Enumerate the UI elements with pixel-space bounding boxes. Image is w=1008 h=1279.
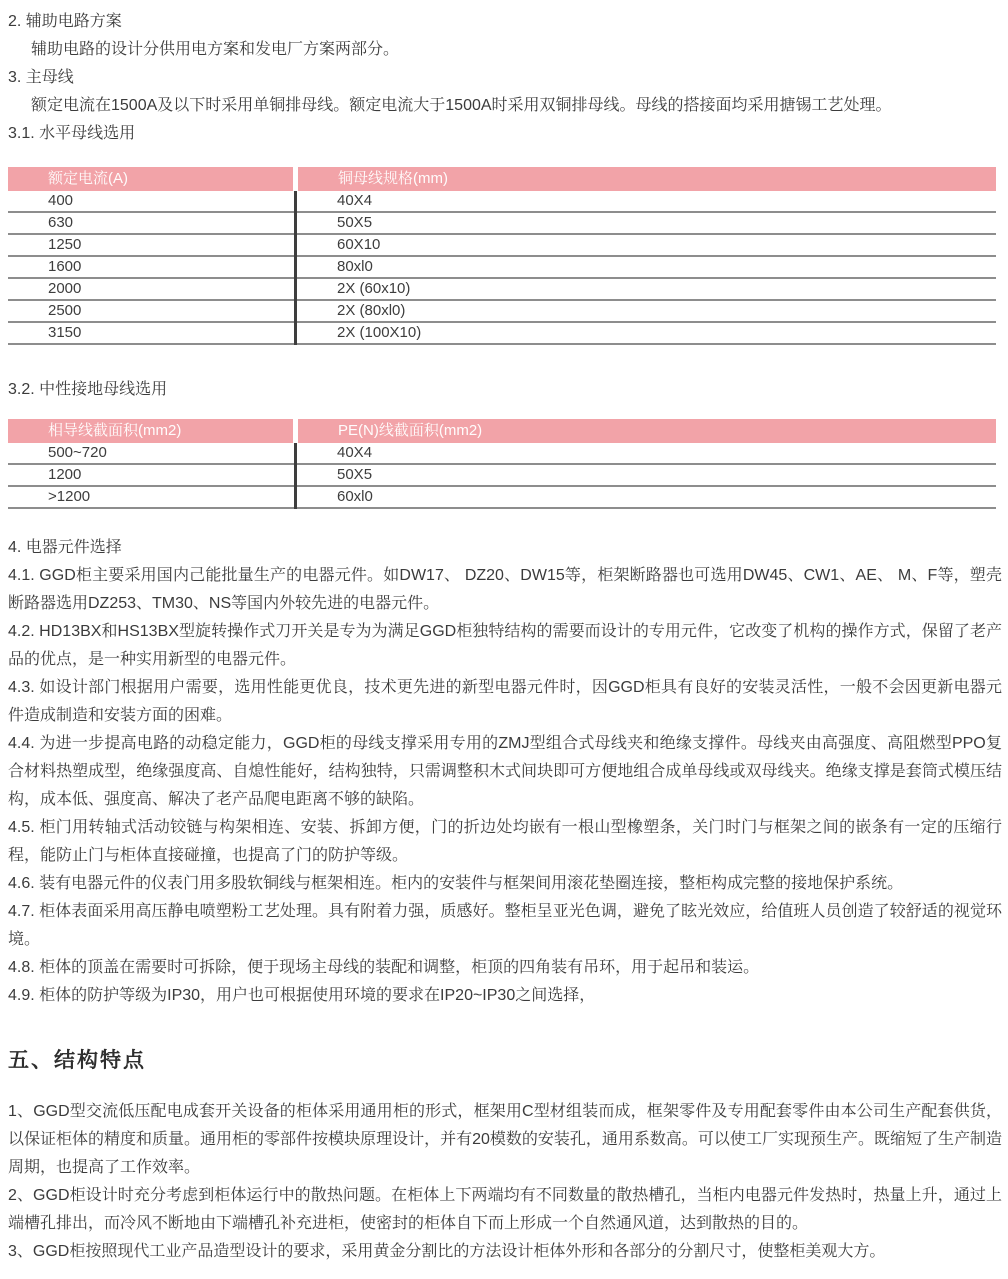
table-cell: 60X10 <box>296 234 997 256</box>
para-main-busbar: 额定电流在1500A及以下时采用单铜排母线。额定电流大于1500A时采用双铜排母线。母线的搭接面均采用搪锡工艺处理。 <box>31 97 892 114</box>
para-5-3: 3、GGD柜按照现代工业产品造型设计的要求，采用黄金分割比的方法设计柜体外形和各部分的分割尺寸，使整柜美观大方。 <box>8 1243 886 1260</box>
col-header-phase-conductor-area: 相导线截面积(mm2) <box>8 419 296 443</box>
table-row <box>8 256 996 278</box>
table-cell: 2000 <box>8 278 296 300</box>
table-row <box>8 486 996 508</box>
col-header-pen-line-area: PE(N)线截面积(mm2) <box>296 419 997 443</box>
table-cell: >1200 <box>8 486 296 508</box>
para-4-5: 4.5. 柜门用转轴式活动铰链与构架相连、安装、拆卸方便，门的折边处均嵌有一根山型橡塑条，关门时门与框架之间的嵌条有一定的压缩行程，能防止门与柜体直接碰撞，也提高了门的防护等级。 <box>8 819 1002 864</box>
table-cell: 80xl0 <box>296 256 997 278</box>
para-5-1: 1、GGD型交流低压配电成套开关设备的柜体采用通用柜的形式，框架用C型材组装而成，框架零件及专用配套零件由本公司生产配套供货，以保证柜体的精度和质量。通用柜的零部件按模块原理设计，并有20模数的安装孔，通用系数高。可以使工厂实现预生产。既缩短了生产制造周期，也提高了工作效率。 <box>8 1103 1002 1176</box>
table-header-row <box>8 419 996 443</box>
para-4-1: 4.1. GGD柜主要采用国内己能批量生产的电器元件。如DW17、 DZ20、DW15等，柜架断路器也可选用DW45、CW1、AE、 M、F等，塑壳断路器选用DZ253、TM30、NS等国内外较先进的电器元件。 <box>8 567 1002 612</box>
table-cell: 3150 <box>8 322 296 344</box>
table-cell: 2X (100X10) <box>296 322 997 344</box>
horizontal-busbar-table <box>8 167 996 345</box>
heading-horizontal-bus-selection: 3.1. 水平母线选用 <box>8 125 136 142</box>
table-cell: 400 <box>8 191 296 212</box>
heading-aux-circuit: 2. 辅助电路方案 <box>8 13 122 30</box>
col-header-rated-current: 额定电流(A) <box>8 167 296 191</box>
para-4-7: 4.7. 柜体表面采用高压静电喷塑粉工艺处理。具有附着力强，质感好。整柜呈亚光色调，避免了眩光效应，给值班人员创造了较舒适的视觉环境。 <box>8 903 1002 948</box>
para-aux-circuit: 辅助电路的设计分供用电方案和发电厂方案两部分。 <box>31 41 400 58</box>
table-cell: 40X4 <box>296 443 997 464</box>
table-cell: 50X5 <box>296 464 997 486</box>
para-4-9: 4.9. 柜体的防护等级为IP30，用户也可根据使用环境的要求在IP20~IP30之间选择， <box>8 987 596 1004</box>
table-row <box>8 464 996 486</box>
heading-electrical-components: 4. 电器元件选择 <box>8 539 122 556</box>
neutral-ground-busbar-table <box>8 419 996 509</box>
table-cell: 1600 <box>8 256 296 278</box>
table-row <box>8 443 996 464</box>
heading-neutral-ground-bus-selection: 3.2. 中性接地母线选用 <box>8 381 168 398</box>
para-4-2: 4.2. HD13BX和HS13BX型旋转操作式刀开关是专为为满足GGD柜独特结构的需要而设计的专用元件，它改变了机构的操作方式，保留了老产品的优点，是一种实用新型的电器元件。 <box>8 623 1002 668</box>
para-4-6: 4.6. 装有电器元件的仪表门用多股软铜线与框架相连。柜内的安装件与框架间用滚花垫圈连接，整柜构成完整的接地保护系统。 <box>8 875 904 892</box>
para-5-2: 2、GGD柜设计时充分考虑到柜体运行中的散热问题。在柜体上下两端均有不同数量的散热槽孔，当柜内电器元件发热时，热量上升，通过上端槽孔排出，而冷风不断地由下端槽孔补充进柜，使密封的柜体自下而上形成一个自然通风道，达到散热的目的。 <box>8 1187 1002 1232</box>
table-cell: 1250 <box>8 234 296 256</box>
table-cell: 1200 <box>8 464 296 486</box>
table-cell: 60xl0 <box>296 486 997 508</box>
table-cell: 50X5 <box>296 212 997 234</box>
para-4-4: 4.4. 为进一步提高电路的动稳定能力，GGD柜的母线支撑采用专用的ZMJ型组合式母线夹和绝缘支撑件。母线夹由高强度、高阻燃型PPO复合材料热塑成型，绝缘强度高、自熄性能好，结构独特，只需调整积木式间块即可方便地组合成单母线或双母线夹。绝缘支撑是套筒式模压结构，成本低、强度高、解决了老产品爬电距离不够的缺陷。 <box>8 735 1002 808</box>
table-row <box>8 300 996 322</box>
table-row <box>8 278 996 300</box>
table-row <box>8 212 996 234</box>
table-cell: 2X (60x10) <box>296 278 997 300</box>
table-row <box>8 234 996 256</box>
table-cell: 2X (80xl0) <box>296 300 997 322</box>
table-header-row <box>8 167 996 191</box>
col-header-copper-bus-spec: 铜母线规格(mm) <box>296 167 997 191</box>
table-row <box>8 191 996 212</box>
table-cell: 2500 <box>8 300 296 322</box>
heading-structural-features: 五、结构特点 <box>8 1049 146 1072</box>
table-cell: 40X4 <box>296 191 997 212</box>
section-electrical-components <box>8 562 1002 1010</box>
para-4-8: 4.8. 柜体的顶盖在需要时可拆除，便于现场主母线的装配和调整，柜顶的四角装有吊环，用于起吊和装运。 <box>8 959 760 976</box>
heading-main-busbar: 3. 主母线 <box>8 69 74 86</box>
para-4-3: 4.3. 如设计部门根据用户需要，选用性能更优良，技术更先进的新型电器元件时，因GGD柜具有良好的安装灵活性，一般不会因更新电器元件造成制造和安装方面的困难。 <box>8 679 1002 724</box>
table-row <box>8 322 996 344</box>
table-cell: 630 <box>8 212 296 234</box>
table-cell: 500~720 <box>8 443 296 464</box>
section-structural-features <box>8 1098 1002 1266</box>
